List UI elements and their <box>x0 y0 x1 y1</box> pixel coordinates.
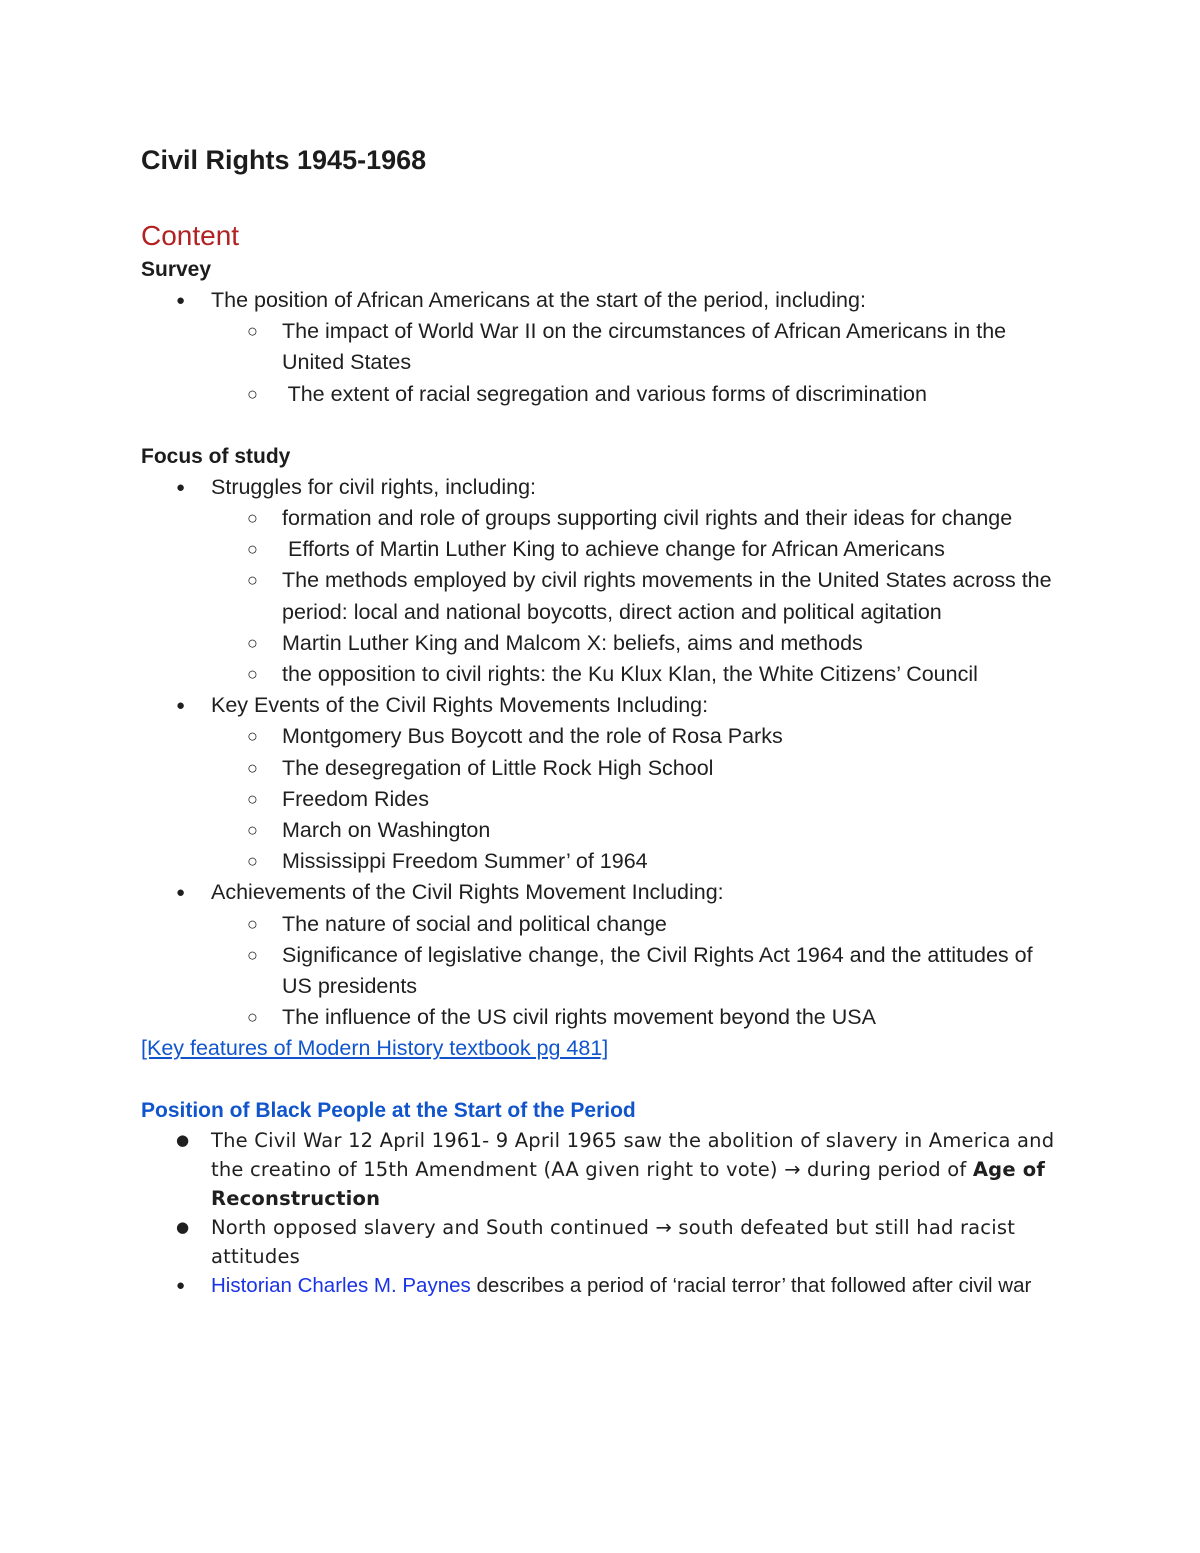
bullet-icon: ● <box>176 1131 190 1150</box>
hollow-bullet-icon: ○ <box>247 632 258 653</box>
list-item: ○ March on Washington <box>141 815 1061 846</box>
list-item: ○ The desegregation of Little Rock High School <box>141 753 1061 784</box>
hollow-bullet-icon: ○ <box>247 508 258 529</box>
bullet-icon: ● <box>176 292 186 309</box>
list-item: ○ Martin Luther King and Malcom X: beliefs, aims and methods <box>141 628 1061 659</box>
hollow-bullet-icon: ○ <box>247 570 258 591</box>
hollow-bullet-icon: ○ <box>247 321 258 342</box>
historian-name: Historian Charles M. Paynes <box>211 1274 471 1298</box>
bullet-icon: ● <box>176 478 186 496</box>
list-item: ○ The methods employed by civil rights movements in the United States across the period: local and national boycotts, direct action and political agitation <box>141 565 1061 627</box>
list-item: ● Achievements of the Civil Rights Movement Including: <box>141 877 1061 908</box>
bullet-icon: ● <box>176 1277 186 1295</box>
list-item: ○ formation and role of groups supporting civil rights and their ideas for change <box>141 503 1061 534</box>
list-item: ○ Efforts of Martin Luther King to achieve change for African Americans <box>141 534 1061 565</box>
hollow-bullet-icon: ○ <box>247 664 258 685</box>
hollow-bullet-icon: ○ <box>247 383 258 404</box>
list-item: ○ Freedom Rides <box>141 784 1061 815</box>
list-item: ● North opposed slavery and South continued → south defeated but still had racist attitudes <box>141 1213 1061 1271</box>
list-item: ○ The nature of social and political change <box>141 909 1061 940</box>
list-item: ● Historian Charles M. Paynes describes a period of ‘racial terror’ that followed after civil war <box>141 1271 1061 1300</box>
list-item: ○ The extent of racial segregation and various forms of discrimination <box>141 379 1061 410</box>
list-item: ○ Significance of legislative change, the Civil Rights Act 1964 and the attitudes of US presidents <box>141 940 1061 1002</box>
list-item: ○ The impact of World War II on the circumstances of African Americans in the United States <box>141 316 1061 378</box>
list-item: ○ Montgomery Bus Boycott and the role of Rosa Parks <box>141 721 1061 752</box>
content-heading: Content <box>141 220 240 251</box>
bullet-icon: ● <box>176 884 186 902</box>
hollow-bullet-icon: ○ <box>247 726 258 747</box>
list-item: ● The Civil War 12 April 1961- 9 April 1965 saw the abolition of slavery in America and the creatino of 15th Amendment (AA given right to vote) → during period of Age of Reconstruction <box>141 1126 1061 1213</box>
list-item: ● Struggles for civil rights, including: <box>141 472 1061 503</box>
hollow-bullet-icon: ○ <box>247 757 258 778</box>
bullet-icon: ● <box>176 1218 190 1237</box>
document-title: Civil Rights 1945-1968 <box>141 145 427 175</box>
focus-heading: Focus of study <box>141 444 291 468</box>
position-heading: Position of Black People at the Start of the Period <box>141 1099 636 1123</box>
list-item: ○ the opposition to civil rights: the Ku Klux Klan, the White Citizens’ Council <box>141 659 1061 690</box>
document-page <box>141 140 1061 1300</box>
hollow-bullet-icon: ○ <box>247 851 258 872</box>
list-item: ○ The influence of the US civil rights movement beyond the USA <box>141 1002 1061 1033</box>
list-item: ● Key Events of the Civil Rights Movements Including: <box>141 690 1061 721</box>
bullet-icon: ● <box>176 697 186 715</box>
hollow-bullet-icon: ○ <box>247 913 258 934</box>
survey-heading: Survey <box>141 258 212 281</box>
hollow-bullet-icon: ○ <box>247 539 258 560</box>
hollow-bullet-icon: ○ <box>247 1007 258 1028</box>
hollow-bullet-icon: ○ <box>247 788 258 809</box>
focus-list <box>141 472 1061 1034</box>
list-item: ● The position of African Americans at the start of the period, including: <box>141 285 1061 316</box>
hollow-bullet-icon: ○ <box>247 944 258 965</box>
age-of-reconstruction: Age of Reconstruction <box>211 1158 1046 1211</box>
position-list <box>141 1126 1061 1300</box>
hollow-bullet-icon: ○ <box>247 820 258 841</box>
survey-list <box>141 285 1061 410</box>
list-item: ○ Mississippi Freedom Summer’ of 1964 <box>141 846 1061 877</box>
textbook-link[interactable]: [Key features of Modern History textbook pg 481] <box>141 1036 609 1061</box>
